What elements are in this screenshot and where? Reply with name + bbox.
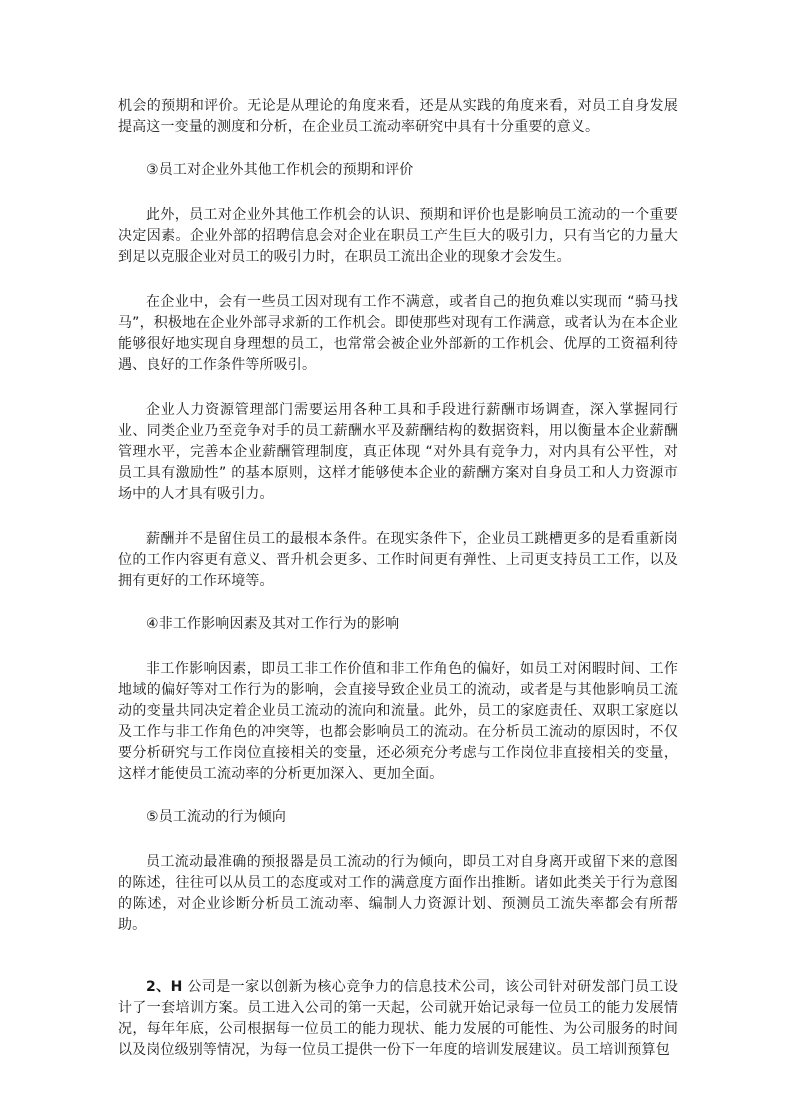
paragraph-external-opportunities: 此外，员工对企业外其他工作机会的认识、预期和评价也是影响员工流动的一个重要决定因素。企业外部的招聘信息会对企业在职员工产生巨大的吸引力，只有当它的力量大到足以克服企业对员工的吸引力时，在职员工流出企业的现象才会发生。: [118, 207, 678, 265]
paragraph-job-seeking: 在企业中，会有一些员工因对现有工作不满意，或者自己的抱负难以实现而 “骑马找马”，积极地在企业外部寻求新的工作机会。即使那些对现有工作满意，或者认为在本企业能够很好地实现自身理想的员工，也常常会被企业外部新的工作机会、优厚的工资福利待遇、良好的工作条件等所吸引。: [118, 294, 678, 373]
question-text: 公司是一家以创新为核心竞争力的信息技术公司，该公司针对研发部门员工设计了一套培训方案。员工进入公司的第一天起，公司就开始记录每一位员工的能力发展情况，每年年底，公司根据每一位员工的能力现状、能力发展的可能性、为公司服务的时间以及岗位级别等情况，为每一位员工提供一份下一年度的培训发展建议。员工培训预算包: [118, 979, 678, 1058]
section-heading-3: ③员工对企业外其他工作机会的预期和评价: [146, 162, 414, 178]
paragraph-salary-not-key: 薪酬并不是留住员工的最根本条件。在现实条件下，企业员工跳槽更多的是看重新岗位的工作内容更有意义、晋升机会更多、工作时间更有弹性、上司更支持员工工作，以及拥有更好的工作环境等。: [118, 531, 678, 589]
question-number: 2、H: [146, 979, 183, 995]
section-heading-5: ⑤员工流动的行为倾向: [146, 809, 287, 825]
paragraph-behavior-tendency: 员工流动最准确的预报器是员工流动的行为倾向，即员工对自身离开或留下来的意图的陈述，往往可以从员工的态度或对工作的满意度方面作出推断。诸如此类关于行为意图的陈述，对企业诊断分析员工流动率、编制人力资源计划、预测员工流失率都会有所帮助。: [118, 854, 678, 933]
paragraph-intro: 机会的预期和评价。无论是从理论的角度来看，还是从实践的角度来看，对员工自身发展提高这一变量的测度和分析，在企业员工流动率研究中具有十分重要的意义。: [118, 98, 678, 135]
document-page: [118, 96, 678, 1061]
section-heading-4: ④非工作影响因素及其对工作行为的影响: [146, 616, 400, 632]
paragraph-non-work-factors: 非工作影响因素，即员工非工作价值和非工作角色的偏好，如员工对闲暇时间、工作地域的偏好等对工作行为的影响，会直接导致企业员工的流动，或者是与其他影响员工流动的变量共同决定着企业员工流动的流向和流量。此外，员工的家庭责任、双职工家庭以及工作与非工作角色的冲突等，也都会影响员工的流动。在分析员工流动的原因时，不仅要分析研究与工作岗位直接相关的变量，还必须充分考虑与工作岗位非直接相关的变量，这样才能使员工流动率的分析更加深入、更加全面。: [118, 661, 678, 782]
paragraph-salary-survey: 企业人力资源管理部门需要运用各种工具和手段进行薪酬市场调查，深入掌握同行业、同类企业乃至竞争对手的员工薪酬水平及薪酬结构的数据资料，用以衡量本企业薪酬管理水平，完善本企业薪酬管理制度，真正体现 “对外具有竞争力，对内具有公平性，对员工具有激励性” 的基本原则，这样才能够使本企业的薪酬方案对自身员工和人力资源市场中的人才具有吸引力。: [118, 402, 678, 502]
paragraph-question-2: [118, 977, 678, 1061]
